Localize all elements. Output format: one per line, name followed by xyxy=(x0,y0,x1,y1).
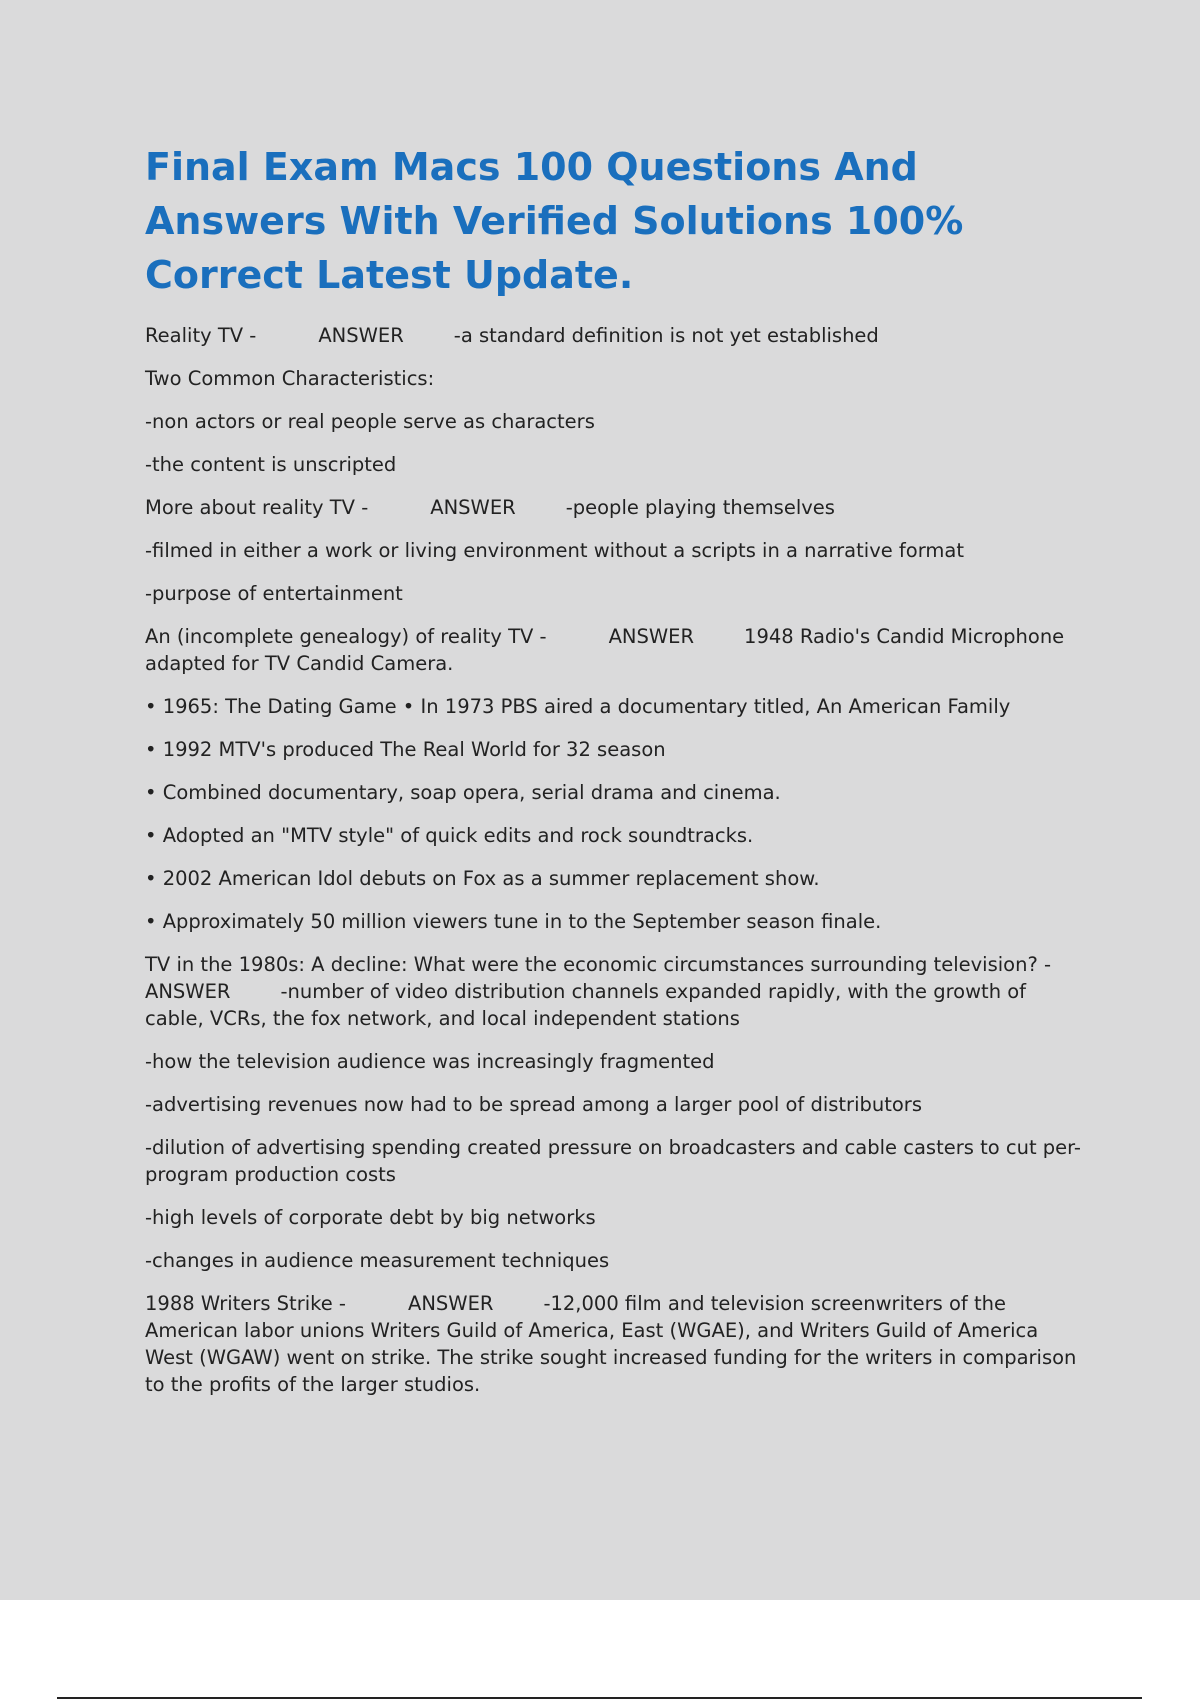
text-paragraph: -dilution of advertising spending created pressure on broadcasters and cable casters to cut per-program production costs xyxy=(145,1136,1081,1186)
question-text: More about reality TV - xyxy=(145,496,369,519)
document-content xyxy=(145,140,1090,1414)
text-paragraph: -purpose of entertainment xyxy=(145,582,403,605)
qa-paragraph xyxy=(145,951,1090,1032)
text-paragraph: -the content is unscripted xyxy=(145,453,397,476)
answer-label: ANSWER xyxy=(608,625,695,648)
text-paragraph: -changes in audience measurement techniques xyxy=(145,1249,610,1272)
qa-paragraph xyxy=(145,623,1090,677)
footer-divider xyxy=(57,1697,1142,1699)
bullet-item: • 2002 American Idol debuts on Fox as a summer replacement show. xyxy=(145,867,820,890)
answer-text: -a standard definition is not yet established xyxy=(453,324,879,347)
text-paragraph: -advertising revenues now had to be spread among a larger pool of distributors xyxy=(145,1093,922,1116)
question-text: Reality TV - xyxy=(145,324,257,347)
text-paragraph: -how the television audience was increasingly fragmented xyxy=(145,1050,715,1073)
answer-text: -12,000 film and television screenwriters of the American labor unions Writers Guild of America, East (WGAE), and Writers Guild of America West (WGAW) went on strike. The strike sought increased funding for the writers in comparison to the profits of the larger studios. xyxy=(145,1292,1077,1396)
text-paragraph: -filmed in either a work or living environment without a scripts in a narrative format xyxy=(145,539,964,562)
text-paragraph: -high levels of corporate debt by big networks xyxy=(145,1206,596,1229)
answer-label: ANSWER xyxy=(407,1292,494,1315)
question-text: TV in the 1980s: A decline: What were the economic circumstances surrounding television? - xyxy=(145,953,1052,976)
bullet-item: • Combined documentary, soap opera, serial drama and cinema. xyxy=(145,781,781,804)
qa-paragraph xyxy=(145,1290,1090,1398)
answer-label: ANSWER xyxy=(318,324,404,347)
answer-text: 1948 Radio's Candid Microphone adapted for TV Candid Camera. xyxy=(145,625,1065,675)
question-text: An (incomplete genealogy) of reality TV - xyxy=(145,625,547,648)
text-paragraph: Two Common Characteristics: xyxy=(145,367,435,390)
qa-paragraph xyxy=(145,494,1090,521)
answer-text: -people playing themselves xyxy=(565,496,835,519)
bullet-item: • Adopted an "MTV style" of quick edits and rock soundtracks. xyxy=(145,824,754,847)
answer-label: ANSWER xyxy=(430,496,516,519)
answer-text: -number of video distribution channels expanded rapidly, with the growth of cable, VCRs, the fox network, and local independent stations xyxy=(145,980,1027,1030)
question-text: 1988 Writers Strike - xyxy=(145,1292,346,1315)
document-title: Final Exam Macs 100 Questions And Answers With Verified Solutions 100% Correct Latest Update. xyxy=(145,145,964,297)
bullet-item: • 1992 MTV's produced The Real World for 32 season xyxy=(145,738,666,761)
bullet-item: • Approximately 50 million viewers tune in to the September season finale. xyxy=(145,910,882,933)
bullet-item: • 1965: The Dating Game • In 1973 PBS aired a documentary titled, An American Family xyxy=(145,695,1011,718)
answer-label: ANSWER xyxy=(145,980,231,1003)
qa-paragraph xyxy=(145,322,1090,349)
text-paragraph: -non actors or real people serve as characters xyxy=(145,410,595,433)
